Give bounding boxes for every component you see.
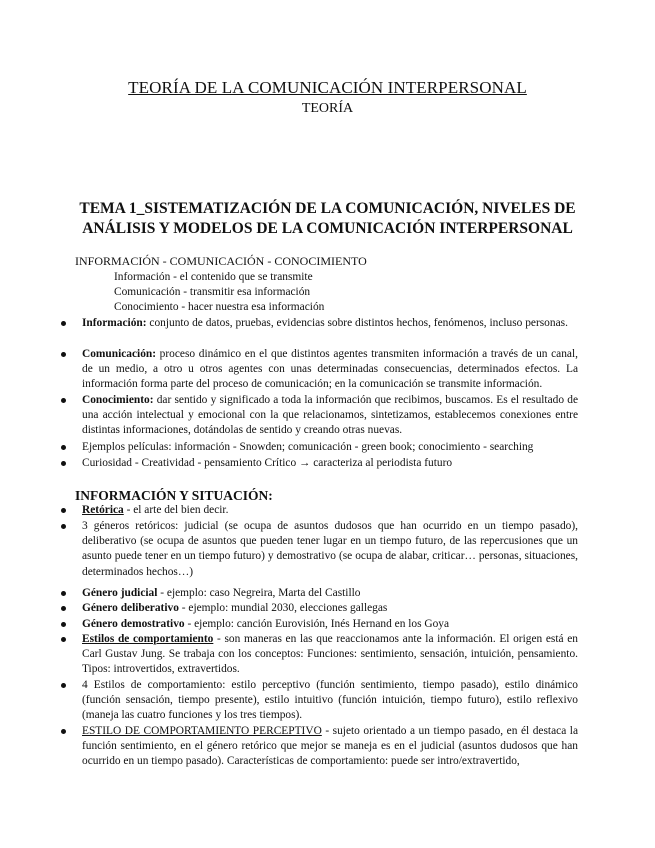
bullet-dot — [60, 637, 68, 645]
bullet-genero-judicial — [82, 586, 578, 601]
bullet-dot — [60, 352, 68, 360]
bullet-text: - ejemplo: caso Negreira, Marta del Castillo — [157, 587, 361, 599]
bullet-text: Curiosidad - Creatividad - pensamiento Crítico → caracteriza al periodista futuro — [82, 457, 453, 469]
bullet-dot — [60, 606, 68, 614]
bullet-text: - sujeto orientado a un tiempo pasado, en él destaca la función sentimiento, en el género retórico que mejor se maneja es en el judicial (asuntos dudosos que han ocurrido en un tiempo pasado). Características de comportamiento: puede ser intro/extravertido, — [82, 725, 579, 768]
bullet-estilos-comportamiento — [82, 632, 578, 678]
bullet-text: proceso dinámico en el que distintos agentes transmiten información a través de un canal, de un medio, a otro u otros agentes con unas determinadas consecuencias, determinados efectos. La información forma parte del proceso de comunicación; en la comunicación se transmite información. — [82, 348, 578, 391]
bullet-genero-deliberativo — [82, 601, 578, 616]
bullet-term: Género deliberativo — [82, 602, 179, 614]
topic-heading — [70, 199, 585, 239]
bullet-dot — [60, 729, 68, 737]
bullet-dot — [60, 524, 68, 532]
bullet-dot — [60, 622, 68, 630]
bullet-term: Género demostrativo — [82, 618, 185, 630]
concept-line-conocimiento: Conocimiento - hacer nuestra esa información — [114, 301, 325, 313]
concepts-header: INFORMACIÓN - COMUNICACIÓN - CONOCIMIENTO — [75, 254, 367, 268]
bullet-genero-demostrativo — [82, 617, 578, 632]
document-title: TEORÍA DE LA COMUNICACIÓN INTERPERSONAL — [128, 78, 527, 97]
bullet-term: Conocimiento: — [82, 394, 154, 406]
bullet-informacion — [82, 316, 578, 331]
concept-line-comunicacion: Comunicación - transmitir esa información — [114, 286, 311, 298]
bullet-text: - el arte del bien decir. — [123, 504, 229, 516]
bullet-cuatro-estilos — [82, 678, 578, 724]
concept-line-informacion: Información - el contenido que se transmite — [114, 271, 313, 283]
bullet-text: Ejemplos películas: información - Snowden; comunicación - green book; conocimiento - searching — [82, 441, 534, 453]
bullet-comunicacion — [82, 347, 578, 393]
bullet-dot — [60, 591, 68, 599]
bullet-term: Género judicial — [82, 587, 158, 599]
bullet-term: Estilos de comportamiento — [82, 633, 214, 645]
bullet-curiosidad — [82, 456, 578, 471]
bullet-dot — [60, 508, 68, 516]
section-heading: INFORMACIÓN Y SITUACIÓN: — [75, 488, 273, 503]
document-subtitle: TEORÍA — [301, 101, 354, 116]
bullet-text: 3 géneros retóricos: judicial (se ocupa de asuntos dudosos que han ocurrido en un tiempo pasado), deliberativo (se ocupa de asuntos que pueden tener lugar en un tiempo futuro, de las repercusiones que un asunto puede tener en un tiempo futuro) y demostrativo (se ocupa de alabar, criticar… personas, situaciones, determinados hechos…) — [82, 520, 578, 578]
bullet-text: - ejemplo: canción Eurovisión, Inés Hernand en los Goya — [184, 618, 450, 630]
bullet-term: Comunicación: — [82, 348, 157, 360]
bullet-estilo-perceptivo — [82, 724, 578, 770]
bullet-dot — [60, 445, 68, 453]
topic-heading-line-1: TEMA 1_SISTEMATIZACIÓN DE LA COMUNICACIÓN, NIVELES DE — [79, 200, 576, 217]
bullet-text: - ejemplo: mundial 2030, elecciones gallegas — [178, 602, 388, 614]
bullet-generos-retoricos — [82, 519, 578, 580]
bullet-dot — [60, 683, 68, 691]
bullet-dot — [60, 321, 68, 329]
bullet-conocimiento — [82, 393, 578, 439]
bullet-term: Información: — [82, 317, 147, 329]
bullet-retorica — [82, 503, 578, 518]
bullet-term: ESTILO DE COMPORTAMIENTO PERCEPTIVO — [82, 725, 322, 737]
topic-heading-line-2: ANÁLISIS Y MODELOS DE LA COMUNICACIÓN INTERPERSONAL — [82, 220, 573, 237]
bullet-text: conjunto de datos, pruebas, evidencias sobre distintos hechos, fenómenos, incluso personas. — [146, 317, 568, 329]
bullet-dot — [60, 398, 68, 406]
bullet-text: 4 Estilos de comportamiento: estilo perceptivo (función sentimiento, tiempo pasado), estilo dinámico (función sensación, tiempo presente), estilo intuitivo (función intuición, tiempo futuro), estilo reflexivo (maneja las cuatro funciones y los tres tiempos). — [82, 679, 578, 722]
bullet-text: - son maneras en las que reaccionamos ante la información. El origen está en Carl Gustav Jung. Se trabaja con los conceptos: Funciones: sentimiento, sensación, intuición, pensamiento. Tipos: introvertidos, extravertidos. — [82, 633, 578, 676]
bullet-term: Retórica — [82, 504, 124, 516]
bullet-text: dar sentido y significado a toda la información que recibimos, buscamos. Es el resultado de una acción intelectual y emocional con la que relacionamos, sintetizamos, establecemos conexiones entre distintas informaciones, dotándolas de sentido y creando otras nuevas. — [82, 394, 578, 437]
bullet-ejemplos-peliculas — [82, 440, 578, 455]
bullet-dot — [60, 461, 68, 469]
